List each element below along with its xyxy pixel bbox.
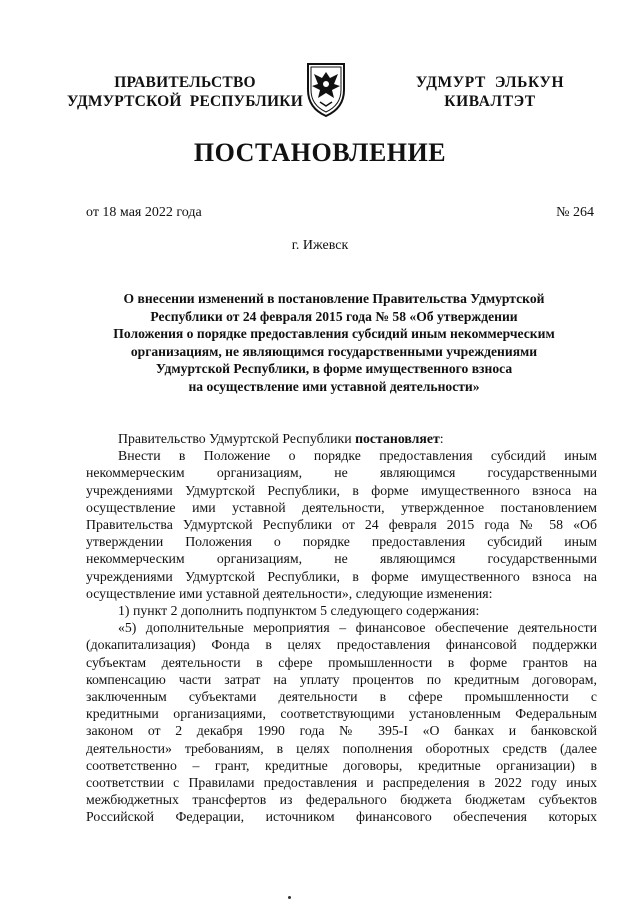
- document-date: от 18 мая 2022 года: [86, 205, 202, 220]
- subject-line: Положения о порядке предоставления субсидий иным некоммерческим: [113, 326, 555, 342]
- body-line: осуществление ими уставной деятельности, утвержденное постановлением: [86, 499, 597, 515]
- body-line: «5) дополнительные мероприятия – финансовое обеспечение деятельности: [118, 620, 597, 636]
- body-line: деятельности» требованиям, в целях пополнения оборотных средств (далее: [86, 740, 597, 756]
- body-line: 1) пункт 2 дополнить подпунктом 5 следующего содержания:: [118, 603, 480, 619]
- body-line: заключенным субъектами деятельности в сфере промышленности с: [86, 689, 597, 705]
- body-line: учреждениями Удмуртской Республики, в форме имущественного взноса на: [86, 568, 597, 584]
- page-mark: [288, 896, 291, 899]
- body-line: законом от 2 декабря 1990 года № 395-I «О банках и банковской: [86, 723, 597, 739]
- subject-line: О внесении изменений в постановление Правительства Удмуртской: [123, 291, 545, 306]
- subject-line: Республики от 24 февраля 2015 года № 58 «Об утверждении: [150, 308, 518, 324]
- document-number: № 264: [556, 205, 594, 220]
- header-left-line2: УДМУРТСКОЙ РЕСПУБЛИКИ: [67, 93, 303, 110]
- document-city: г. Ижевск: [291, 238, 349, 253]
- subject-line: организациям, не являющимся государственными учреждениями: [130, 343, 538, 359]
- header-left-line1: ПРАВИТЕЛЬСТВО: [114, 74, 256, 91]
- body-line: соответствии с Правилами предоставления и распределения в 2022 году иных: [86, 775, 597, 791]
- body-line: Российской Федерации, источником финансового обеспечения которых: [86, 809, 597, 825]
- decree-verb: постановляет: [355, 431, 440, 446]
- body-line: (докапитализация) Фонда в целях предоставления финансовой поддержки: [86, 637, 597, 653]
- body-line: осуществление ими уставной деятельности», следующие изменения:: [86, 585, 493, 601]
- body-line: учреждениями Удмуртской Республики, в форме имущественного взноса на: [86, 482, 597, 498]
- subject-line: Удмуртской Республики, в форме имущественного взноса: [155, 361, 513, 377]
- body-line: Внести в Положение о порядке предоставления субсидий иным: [118, 448, 597, 464]
- body-line: субъектам деятельности в сфере промышленности в форме грантов на: [86, 654, 597, 670]
- document-body: [86, 430, 597, 826]
- coat-of-arms-emblem-icon: [302, 60, 350, 118]
- header-right-line1: УДМУРТ ЭЛЬКУН: [415, 74, 565, 91]
- body-line: межбюджетных трансфертов из федерального бюджета бюджетам субъектов: [86, 792, 597, 808]
- body-line: Правительства Удмуртской Республики от 24 февраля 2015 года № 58 «Об: [86, 517, 597, 533]
- header-right: [400, 73, 580, 111]
- header-right-line2: КИВАЛТЭТ: [444, 93, 536, 110]
- body-line: компенсацию части затрат на уплату процентов по кредитным договорам,: [86, 671, 597, 687]
- header-left: [60, 73, 310, 111]
- subject-line: на осуществление ими уставной деятельности»: [188, 378, 480, 394]
- body-line: утверждении Положения о порядке предоставления субсидий иным: [86, 534, 597, 550]
- body-line: соответственно – грант, кредитные договоры, кредитные организации) в: [86, 757, 597, 773]
- body-line: некоммерческим организациям, не являющимся государственными: [86, 551, 597, 567]
- document-subject: [86, 290, 582, 396]
- intro-paragraph: Правительство Удмуртской Республики постановляет:: [118, 431, 444, 446]
- body-line: некоммерческим организациям, не являющимся государственными: [86, 465, 597, 481]
- document-title: ПОСТАНОВЛЕНИЕ: [193, 138, 447, 167]
- body-line: кредитными организациями, соответствующими установленным Федеральным: [86, 706, 597, 722]
